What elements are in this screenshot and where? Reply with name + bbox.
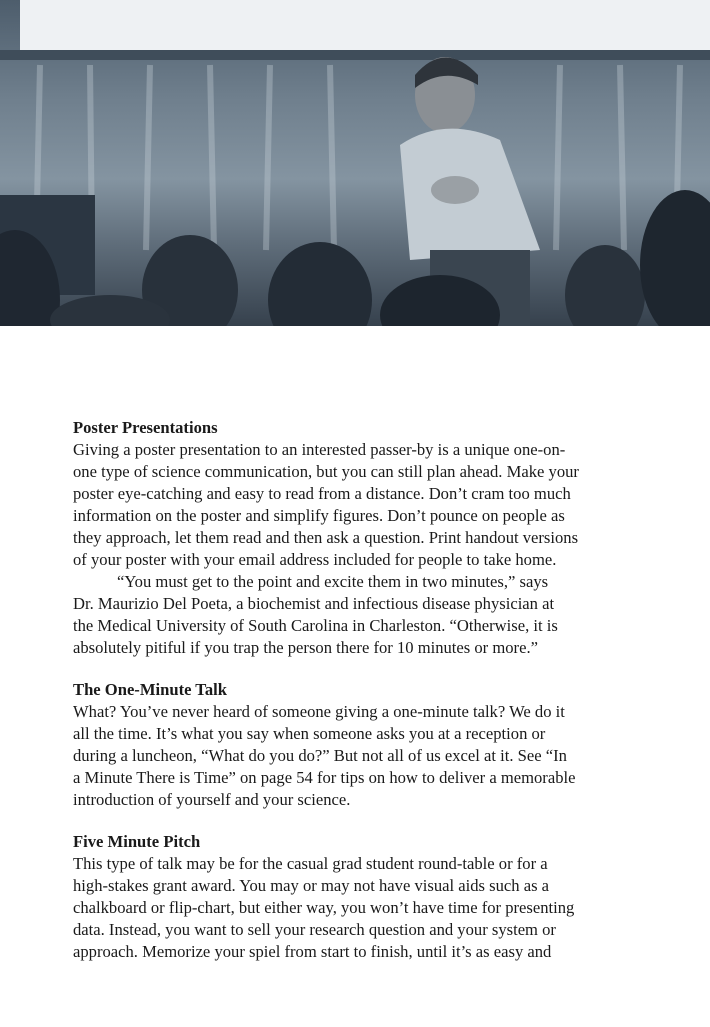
paragraph (73, 439, 613, 571)
text-line: absolutely pitiful if you trap the person there for 10 minutes or more.” (73, 638, 538, 657)
text-line: of your poster with your email address included for people to take home. (73, 550, 557, 569)
section-poster-presentations (73, 417, 613, 659)
section-heading: Five Minute Pitch (73, 832, 201, 851)
text-line: they approach, let them read and then ask a question. Print handout versions (73, 528, 579, 547)
text-line: a Minute There is Time” on page 54 for tips on how to deliver a memorable (73, 768, 576, 787)
text-line: poster eye-catching and easy to read from a distance. Don’t cram too much (73, 484, 571, 503)
text-line: information on the poster and simplify figures. Don’t pounce on people as (73, 506, 565, 525)
section-heading: The One-Minute Talk (73, 680, 227, 699)
speaker-photo-illustration (0, 0, 710, 326)
text-line: the Medical University of South Carolina in Charleston. “Otherwise, it is (73, 616, 558, 635)
text-line: approach. Memorize your spiel from start to finish, until it’s as easy and (73, 942, 552, 961)
text-line: high-stakes grant award. You may or may not have visual aids such as a (73, 876, 550, 895)
section-one-minute-talk (73, 679, 613, 811)
article-body (73, 417, 613, 983)
paragraph (73, 701, 613, 811)
paragraph (73, 853, 613, 963)
text-line: one type of science communication, but you can still plan ahead. Make your (73, 462, 579, 481)
text-line: all the time. It’s what you say when someone asks you at a reception or (73, 724, 546, 743)
text-line: Giving a poster presentation to an interested passer-by is a unique one-on- (73, 440, 566, 459)
text-line: “You must get to the point and excite them in two minutes,” says (117, 572, 549, 591)
text-line: Dr. Maurizio Del Poeta, a biochemist and infectious disease physician at (73, 594, 555, 613)
text-line: This type of talk may be for the casual grad student round-table or for a (73, 854, 548, 873)
text-line: chalkboard or flip-chart, but either way, you won’t have time for presenting (73, 898, 575, 917)
text-line: during a luncheon, “What do you do?” But not all of us excel at it. See “In (73, 746, 567, 765)
section-heading: Poster Presentations (73, 418, 218, 437)
text-line: data. Instead, you want to sell your research question and your system or (73, 920, 556, 939)
text-line: What? You’ve never heard of someone giving a one-minute talk? We do it (73, 702, 565, 721)
quote-paragraph (73, 571, 613, 659)
text-line: introduction of yourself and your science. (73, 790, 351, 809)
section-five-minute-pitch (73, 831, 613, 963)
speaker-photo (0, 0, 710, 326)
